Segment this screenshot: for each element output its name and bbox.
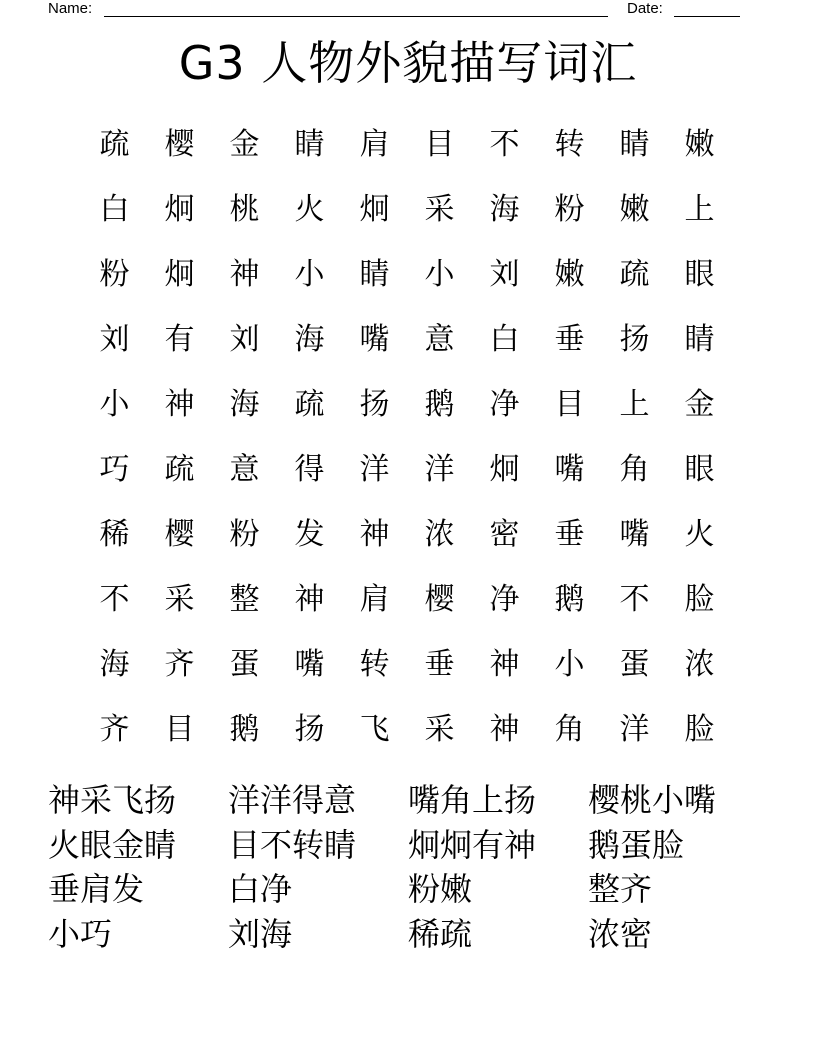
grid-cell[interactable]: 整 [229,582,260,617]
grid-cell[interactable]: 鹅 [554,582,585,617]
grid-cell[interactable]: 炯 [164,192,195,227]
word-bank-item: 稀疏 [408,914,473,953]
grid-cell[interactable]: 意 [424,322,455,357]
grid-cell[interactable]: 火 [294,192,325,227]
grid-cell[interactable]: 得 [294,452,325,487]
grid-cell[interactable]: 上 [619,387,650,422]
grid-row [82,502,732,567]
grid-cell[interactable]: 目 [424,127,455,162]
grid-cell[interactable]: 采 [424,192,455,227]
grid-cell[interactable]: 神 [229,257,260,292]
page-title: G3 人物外貌描写词汇 [178,36,638,90]
grid-cell[interactable]: 嘴 [359,322,390,357]
grid-cell[interactable]: 垂 [554,517,585,552]
grid-cell[interactable]: 洋 [424,452,455,487]
grid-cell[interactable]: 浓 [424,517,455,552]
grid-cell[interactable]: 采 [164,582,195,617]
grid-cell[interactable]: 粉 [99,257,130,292]
grid-cell[interactable]: 嫩 [684,127,715,162]
word-bank-item: 炯炯有神 [408,825,537,864]
grid-cell[interactable]: 稀 [99,517,130,552]
grid-cell[interactable]: 上 [684,192,715,227]
grid-cell[interactable]: 刘 [229,322,260,357]
grid-cell[interactable]: 肩 [359,582,390,617]
grid-cell[interactable]: 嘴 [554,452,585,487]
grid-row [82,177,732,242]
grid-cell[interactable]: 不 [489,127,520,162]
word-bank-item: 火眼金睛 [48,825,177,864]
word-bank-item: 目不转睛 [228,825,357,864]
grid-cell[interactable]: 海 [489,192,520,227]
grid-cell[interactable]: 扬 [619,322,650,357]
grid-cell[interactable]: 睛 [619,127,650,162]
word-bank-item: 嘴角上扬 [408,781,537,819]
grid-cell[interactable]: 小 [99,387,130,422]
date-blank-line[interactable] [674,16,740,17]
grid-cell[interactable]: 刘 [489,257,520,292]
grid-cell[interactable]: 不 [99,582,130,617]
grid-cell[interactable]: 鹅 [229,712,260,747]
grid-cell[interactable]: 净 [489,387,520,422]
grid-row [82,632,732,697]
word-bank-item: 洋洋得意 [228,781,357,819]
word-search-grid [82,112,732,762]
grid-cell[interactable]: 脸 [684,712,715,747]
grid-cell[interactable]: 疏 [164,452,195,487]
grid-cell[interactable]: 肩 [359,127,390,162]
grid-cell[interactable]: 发 [294,517,325,552]
grid-cell[interactable]: 神 [164,387,195,422]
grid-cell[interactable]: 睛 [684,322,715,357]
word-bank-item: 整齐 [588,870,653,908]
name-label: Name: [48,0,93,17]
grid-cell[interactable]: 神 [489,647,520,682]
grid-cell[interactable]: 樱 [424,582,455,617]
grid-cell[interactable]: 金 [684,387,715,422]
grid-cell[interactable]: 嘴 [294,647,325,682]
grid-row [82,112,732,177]
word-bank-item: 垂肩发 [48,870,145,908]
grid-cell[interactable]: 洋 [619,712,650,747]
grid-cell[interactable]: 睛 [359,257,390,292]
grid-row [82,697,732,762]
grid-cell[interactable]: 转 [554,127,585,162]
name-blank-line[interactable] [104,16,608,17]
word-bank-item: 刘海 [228,914,293,953]
grid-row [82,437,732,502]
grid-cell[interactable]: 齐 [164,647,195,682]
grid-cell[interactable]: 睛 [294,127,325,162]
grid-cell[interactable]: 粉 [229,517,260,552]
grid-cell[interactable]: 巧 [99,452,130,487]
grid-cell[interactable]: 疏 [294,387,325,422]
grid-cell[interactable]: 飞 [359,712,390,747]
grid-cell[interactable]: 金 [229,127,260,162]
grid-cell[interactable]: 炯 [359,192,390,227]
grid-cell[interactable]: 樱 [164,517,195,552]
grid-cell[interactable]: 密 [489,517,520,552]
grid-cell[interactable]: 小 [424,257,455,292]
word-bank-item: 神采飞扬 [48,781,177,819]
grid-row [82,567,732,632]
grid-cell[interactable]: 垂 [554,322,585,357]
date-label: Date: [627,0,663,17]
grid-cell[interactable]: 扬 [294,712,325,747]
grid-cell[interactable]: 目 [554,387,585,422]
word-bank-item: 小巧 [48,914,113,953]
grid-cell[interactable]: 角 [619,452,650,487]
grid-cell[interactable]: 角 [554,712,585,747]
grid-cell[interactable]: 蛋 [229,647,260,682]
word-bank-item: 樱桃小嘴 [588,781,717,819]
grid-cell[interactable]: 神 [294,582,325,617]
worksheet-header [48,0,748,18]
grid-cell[interactable]: 海 [294,322,325,357]
word-bank-item: 白净 [228,870,293,908]
grid-cell[interactable]: 炯 [489,452,520,487]
word-bank-item: 浓密 [588,914,653,953]
grid-cell[interactable]: 扬 [359,387,390,422]
grid-cell[interactable]: 眼 [684,257,715,292]
word-bank-item: 粉嫩 [408,870,473,908]
grid-cell[interactable]: 白 [99,192,130,227]
grid-cell[interactable]: 齐 [99,712,130,747]
word-bank [48,778,768,956]
grid-cell[interactable]: 嫩 [554,257,585,292]
grid-cell[interactable]: 浓 [684,647,715,682]
grid-cell[interactable]: 垂 [424,647,455,682]
grid-cell[interactable]: 目 [164,712,195,747]
grid-cell[interactable]: 嘴 [619,517,650,552]
grid-cell[interactable]: 洋 [359,452,390,487]
grid-row [82,372,732,437]
grid-cell[interactable]: 鹅 [424,387,455,422]
grid-cell[interactable]: 眼 [684,452,715,487]
grid-cell[interactable]: 转 [359,647,390,682]
grid-cell[interactable]: 意 [229,452,260,487]
grid-cell[interactable]: 神 [489,712,520,747]
grid-row [82,307,732,372]
grid-cell[interactable]: 小 [554,647,585,682]
grid-cell[interactable]: 神 [359,517,390,552]
grid-cell[interactable]: 樱 [164,127,195,162]
grid-cell[interactable]: 桃 [229,192,260,227]
grid-cell[interactable]: 刘 [99,322,130,357]
grid-cell[interactable]: 炯 [164,257,195,292]
grid-cell[interactable]: 嫩 [619,192,650,227]
grid-cell[interactable]: 疏 [99,127,130,162]
grid-cell[interactable]: 不 [619,582,650,617]
grid-cell[interactable]: 蛋 [619,647,650,682]
grid-cell[interactable]: 粉 [554,192,585,227]
grid-cell[interactable]: 疏 [619,257,650,292]
grid-cell[interactable]: 海 [229,387,260,422]
grid-cell[interactable]: 白 [489,322,520,357]
word-bank-item: 鹅蛋脸 [588,825,685,864]
grid-cell[interactable]: 有 [164,322,195,357]
grid-cell[interactable]: 净 [489,582,520,617]
grid-cell[interactable]: 脸 [684,582,715,617]
grid-cell[interactable]: 火 [684,517,715,552]
grid-cell[interactable]: 采 [424,712,455,747]
grid-row [82,242,732,307]
grid-cell[interactable]: 海 [99,647,130,682]
grid-cell[interactable]: 小 [294,257,325,292]
